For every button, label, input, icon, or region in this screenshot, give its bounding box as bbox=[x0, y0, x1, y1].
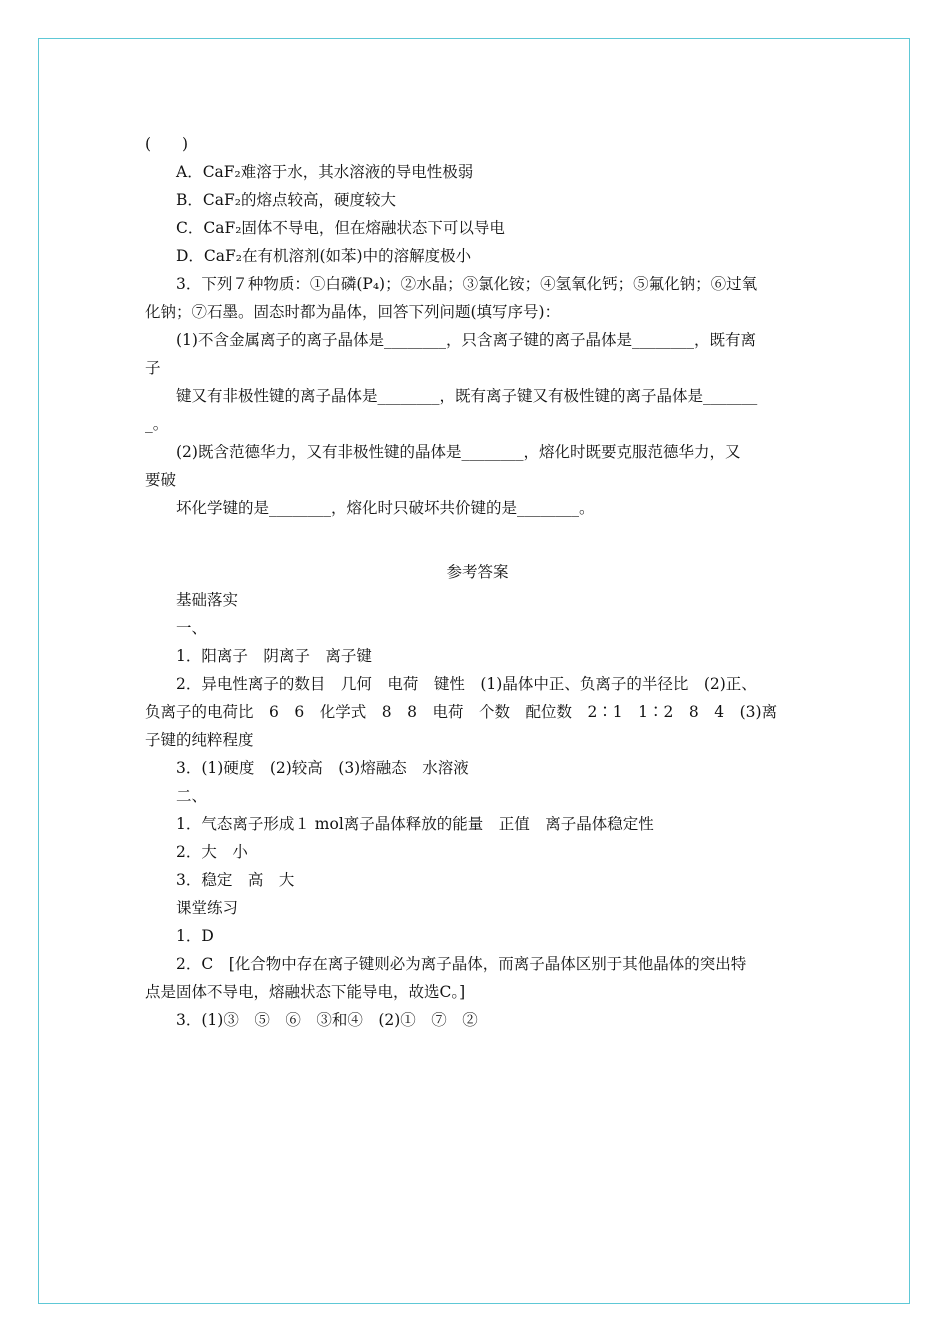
part-heading: 二、 bbox=[176, 787, 208, 805]
answer-line: 2．异电性离子的数目 几何 电荷 键性 (1)晶体中正、负离子的半径比 (2)正、 bbox=[176, 675, 757, 693]
question-3-part1-cont3: _。 bbox=[145, 415, 169, 433]
answer-line: 3．(1)③ ⑤ ⑥ ③和④ (2)① ⑦ ② bbox=[176, 1011, 478, 1029]
question-3-part2-cont2: 坏化学键的是________，熔化时只破坏共价键的是________。 bbox=[176, 499, 595, 517]
question-3-part2: (2)既含范德华力，又有非极性键的晶体是________，熔化时既要克服范德华力，又 bbox=[176, 443, 741, 461]
answer-line: 负离子的电荷比 6 6 化学式 8 8 电荷 个数 配位数 2∶1 1∶2 8 4 (3)离 bbox=[145, 703, 778, 721]
answer-line: 1．D bbox=[176, 927, 214, 945]
answers-title: 参考答案 bbox=[446, 563, 509, 581]
answer-line: 2．大 小 bbox=[176, 843, 248, 861]
answer-line: 3．(1)硬度 (2)较高 (3)熔融态 水溶液 bbox=[176, 759, 469, 777]
question-3-part2-cont: 要破 bbox=[145, 471, 177, 489]
option-c: C．CaF₂固体不导电，但在熔融状态下可以导电 bbox=[176, 219, 505, 237]
question-3-stem-cont: 化钠；⑦石墨。固态时都为晶体，回答下列问题(填写序号)： bbox=[145, 303, 561, 321]
answer-line: 3．稳定 高 大 bbox=[176, 871, 295, 889]
question-3-part1: (1)不含金属离子的离子晶体是________，只含离子键的离子晶体是________，既有离 bbox=[176, 331, 756, 349]
part-heading: 一、 bbox=[176, 619, 208, 637]
question-3-stem: 3．下列７种物质：①白磷(P₄)；②水晶；③氯化铵；④氢氧化钙；⑤氟化钠；⑥过氧 bbox=[176, 275, 758, 293]
option-d: D．CaF₂在有机溶剂(如苯)中的溶解度极小 bbox=[176, 247, 472, 265]
answer-line: 2．C [化合物中存在离子键则必为离子晶体，而离子晶体区别于其他晶体的突出特 bbox=[176, 955, 747, 973]
option-b: B．CaF₂的熔点较高，硬度较大 bbox=[176, 191, 396, 209]
answer-line: 1．气态离子形成１ mol离子晶体释放的能量 正值 离子晶体稳定性 bbox=[176, 815, 654, 833]
answer-line: 1．阳离子 阴离子 离子键 bbox=[176, 647, 372, 665]
answer-line: 子键的纯粹程度 bbox=[145, 731, 254, 749]
option-a: A．CaF₂难溶于水，其水溶液的导电性极弱 bbox=[176, 163, 474, 181]
answer-paren: ( ) bbox=[145, 135, 189, 153]
answer-line: 点是固体不导电，熔融状态下能导电，故选C。] bbox=[145, 983, 466, 1001]
section-heading: 课堂练习 bbox=[176, 899, 239, 917]
question-3-part1-cont: 子 bbox=[145, 359, 161, 377]
question-3-part1-cont2: 键又有非极性键的离子晶体是________，既有离子键又有极性键的离子晶体是_______ bbox=[176, 387, 758, 405]
section-heading: 基础落实 bbox=[176, 591, 239, 609]
document-body bbox=[145, 130, 810, 1034]
